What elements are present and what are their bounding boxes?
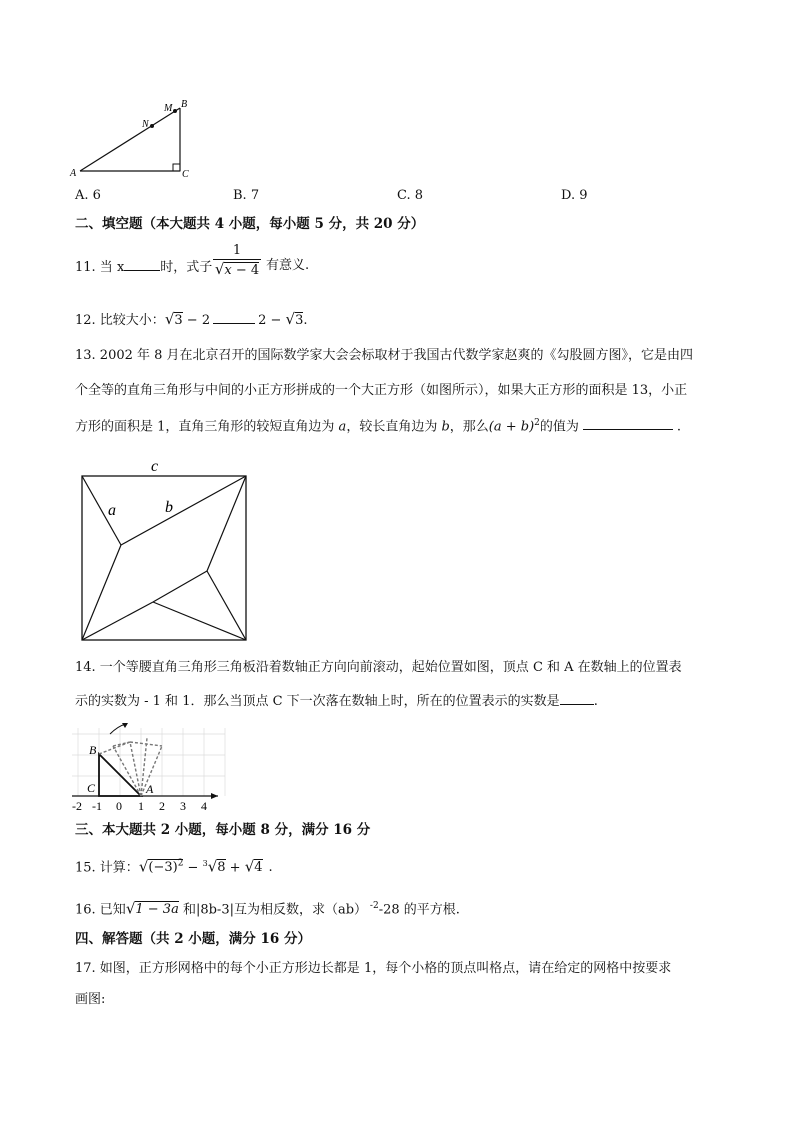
q11-numerator: 1 [232, 243, 242, 258]
label-c: c [151, 458, 159, 475]
q13-line3: 方形的面积是 1，直角三角形的较短直角边为 a，较长直角边为 b，那么$(a + b)^2$的值为 . [75, 418, 682, 435]
label-a: a [108, 502, 116, 519]
question-12: 12. 比较大小：√3 − 2 2 − √3. [75, 310, 308, 328]
section-2-title: 二、填空题（本大题共 4 小题，每小题 5 分，共 20 分） [75, 216, 425, 232]
tick-label: -2 [72, 799, 82, 813]
question-15: 15. 计算：$√(-3)^2 - ^3√8 + √4$ . [75, 857, 273, 876]
label-N: N [142, 119, 149, 130]
option-c: C. 8 [397, 188, 424, 203]
tick-label: 1 [138, 799, 144, 813]
zhao-shuang-square-figure [76, 456, 256, 646]
q11-mid: 时，式子 [160, 260, 213, 275]
q14-blank [560, 692, 594, 705]
tick-label: 4 [201, 799, 207, 813]
q17-line2: 画图: [75, 992, 106, 1007]
q14-line1: 14. 一个等腰直角三角形三角板沿着数轴正方向向前滚动，起始位置如图，顶点 C 和 A 在数轴上的位置表 [75, 660, 682, 675]
option-d: D. 9 [561, 188, 588, 203]
tick-label: 3 [180, 799, 186, 813]
question-11 [75, 258, 212, 276]
tick-label: 0 [116, 799, 122, 813]
tick-label: 2 [159, 799, 165, 813]
label-A: A [146, 782, 154, 796]
q11-blank [124, 258, 160, 271]
label-B: B [181, 99, 188, 110]
label-b: b [165, 499, 173, 516]
q14-line2: 示的实数为 - 1 和 1．那么当顶点 C 下一次落在数轴上时，所在的位置表示的实数是 . [75, 694, 598, 709]
section-4-title: 四、解答题（共 2 小题，满分 16 分） [75, 931, 311, 947]
q11-prefix: 11. 当 x [75, 260, 125, 275]
q13-blank [583, 417, 673, 430]
label-C: C [87, 781, 96, 795]
right-triangle-figure [68, 96, 198, 180]
q13-line2: 个全等的直角三角形与中间的小正方形拼成的一个大正方形（如图所示），如果大正方形的面积是 13，小正 [75, 383, 688, 398]
tick-label: -1 [92, 799, 102, 813]
q11-suffix: 有意义. [266, 258, 310, 273]
q17-line1: 17. 如图，正方形网格中的每个小正方形边长都是 1，每个小格的顶点叫格点，请在给定的网格中按要求 [75, 961, 672, 976]
q12-blank [213, 311, 255, 324]
section-3-title: 三、本大题共 2 小题，每小题 8 分，满分 16 分 [75, 822, 371, 838]
rolling-triangle-figure [68, 718, 228, 814]
q11-fraction [213, 243, 261, 279]
label-A: A [70, 168, 77, 179]
label-M: M [164, 103, 173, 114]
option-a: A. 6 [75, 188, 101, 203]
label-B: B [89, 743, 97, 757]
label-C: C [182, 169, 189, 180]
q13-line1: 13. 2002 年 8 月在北京召开的国际数学家大会会标取材于我国古代数学家赵爽的《勾股圆方图》，它是由四 [75, 348, 694, 363]
option-b: B. 7 [233, 188, 260, 203]
question-16: 16. 已知√1 − 3a 和|8b-3|互为相反数，求（ab） $^{-2}$-28 的平方根. [75, 899, 460, 918]
q11-denominator: √x − 4 [214, 260, 260, 278]
